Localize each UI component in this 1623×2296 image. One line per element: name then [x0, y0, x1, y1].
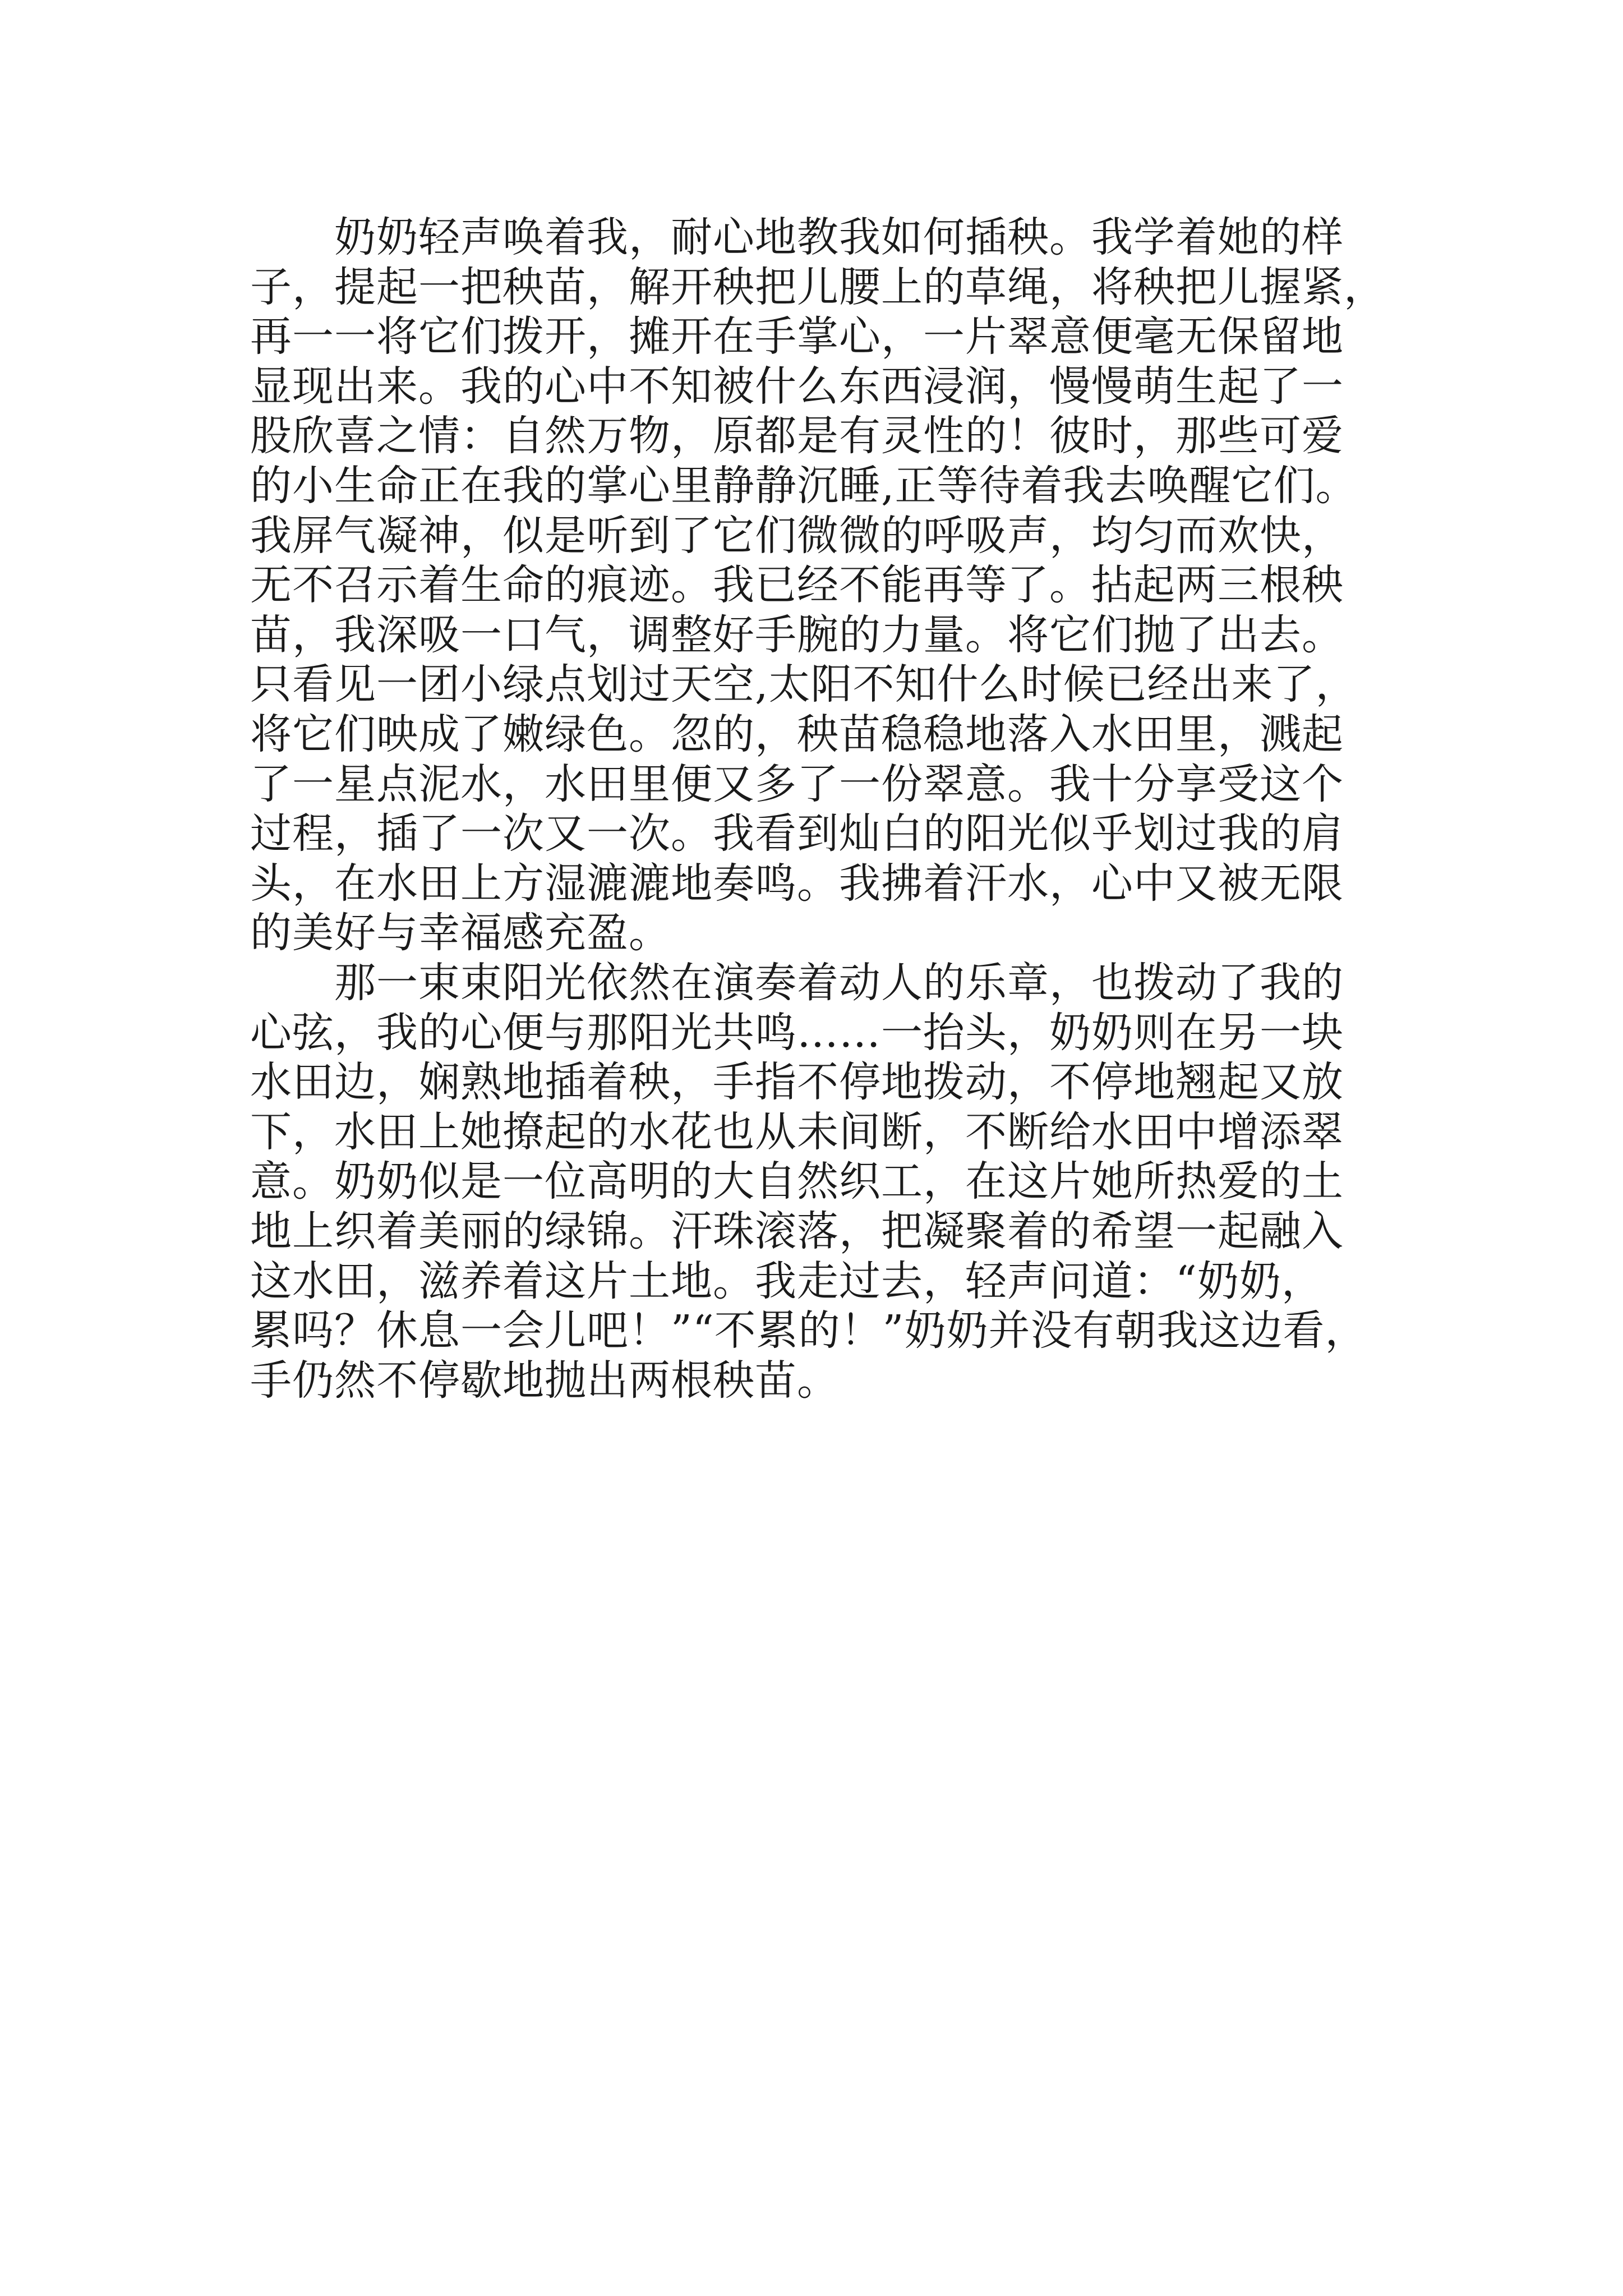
text-line: 股欣喜之情：自然万物，原都是有灵性的！彼时，那些可爱 [250, 412, 1344, 461]
text-line: 意。奶奶似是一位高明的大自然织工，在这片她所热爱的土 [250, 1157, 1344, 1206]
text-line: 下，水田上她撩起的水花也从未间断，不断给水田中增添翠 [250, 1107, 1344, 1156]
text-line: 再一一将它们拨开，摊开在手掌心，一片翠意便毫无保留地 [250, 312, 1344, 361]
text-line: 奶奶轻声唤着我，耐心地教我如何插秧。我学着她的样 [250, 213, 1344, 261]
text-line: 无不召示着生命的痕迹。我已经不能再等了。拈起两三根秧 [250, 561, 1344, 610]
text-line: 苗，我深吸一口气，调整好手腕的力量。将它们抛了出去。 [250, 610, 1344, 659]
text-line: 这水田，滋养着这片土地。我走过去，轻声问道：“奶奶， [250, 1257, 1324, 1305]
text-line: 头，在水田上方湿漉漉地奏鸣。我拂着汗水，心中又被无限 [250, 859, 1344, 908]
text-line: 我屏气凝神，似是听到了它们微微的呼吸声，均匀而欢快， [250, 511, 1344, 560]
text-line: 手仍然不停歇地抛出两根秧苗。 [250, 1356, 839, 1405]
text-line: 的小生命正在我的掌心里静静沉睡,正等待着我去唤醒它们。 [250, 462, 1358, 510]
text-line: 累吗？休息一会儿吧！”“不累的！”奶奶并没有朝我这边看， [250, 1306, 1367, 1355]
text-line: 子，提起一把秧苗，解开秧把儿腰上的草绳，将秧把儿握紧， [250, 263, 1386, 311]
text-line: 显现出来。我的心中不知被什么东西浸润，慢慢萌生起了一 [250, 362, 1344, 411]
text-line: 将它们映成了嫩绿色。忽的，秧苗稳稳地落入水田里，溅起 [250, 710, 1344, 758]
text-line: 只看见一团小绿点划过天空,太阳不知什么时候已经出来了， [250, 660, 1358, 709]
text-line: 心弦，我的心便与那阳光共鸣……一抬头，奶奶则在另一块 [250, 1008, 1344, 1057]
text-line: 水田边，娴熟地插着秧，手指不停地拨动，不停地翘起又放 [250, 1058, 1344, 1107]
text-line: 了一星点泥水，水田里便又多了一份翠意。我十分享受这个 [250, 760, 1344, 808]
text-line: 的美好与幸福感充盈。 [250, 909, 671, 958]
text-line: 地上织着美丽的绿锦。汗珠滚落，把凝聚着的希望一起融入 [250, 1207, 1344, 1255]
text-line: 那一束束阳光依然在演奏着动人的乐章，也拨动了我的 [250, 959, 1344, 1007]
text-line: 过程，插了一次又一次。我看到灿白的阳光似乎划过我的肩 [250, 809, 1344, 858]
